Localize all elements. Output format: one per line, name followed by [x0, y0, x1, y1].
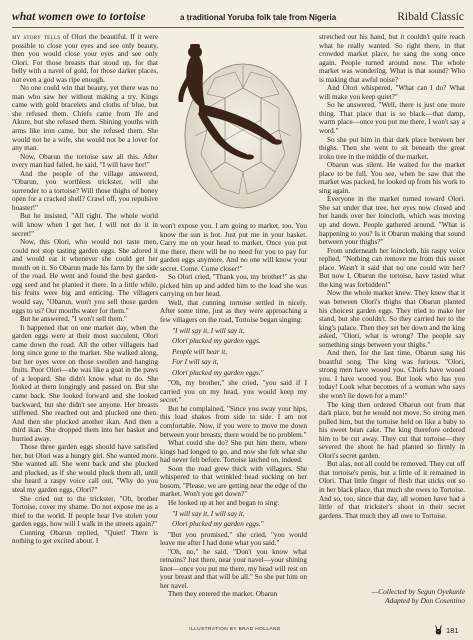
- paragraph-text: But he insisted, "All right. The whole world will know when I get her. I will not do it in secret!": [12, 212, 158, 238]
- paragraph-text: Well, that cunning tortoise settled in nicely. After some time, just as they were approaching a few villagers on the road, Tortoise began singing:: [160, 298, 307, 325]
- paragraph: [319, 349, 465, 400]
- paragraph: [12, 33, 158, 84]
- paragraph-text: Now the whole market knew. They knew that it was between Olori's thighs that Obarun planted his choicest garden eggs. They tried to make her stand, but she couldn't. So they carried her to the king's palace. Then they set her down and the king asked, "Olori, what is wrong? The people say something sings between your thighs.": [319, 289, 465, 349]
- verse-line: Olori plucked my garden eggs.: [172, 337, 261, 346]
- paragraph: [160, 299, 307, 325]
- paragraph: [12, 529, 158, 546]
- paragraph: [160, 273, 307, 299]
- paragraph-text: But he complained, "Since you sway your hips, this load shakes from side to side. I am not comfortable. Now, if you were to move me down between your breasts, there would be no problem.": [160, 404, 307, 439]
- paragraph: [12, 212, 158, 238]
- paragraph-text: Soon the road grew thick with villagers. She whispered to that wrinkled head sucking on her bosom, "Please, we are getting near the edge of the market. Won't you get down?": [160, 464, 307, 499]
- paragraph-text: He looked up at her and began to sing:: [168, 498, 279, 507]
- paragraph: [319, 161, 465, 195]
- paragraph: [160, 379, 307, 405]
- paragraph: [12, 324, 158, 444]
- paragraph: [160, 405, 307, 439]
- page-number: 181: [446, 626, 459, 635]
- verse-line: Olori plucked my garden eggs.": [172, 520, 264, 529]
- paragraph-text: stretched out his hand, but it couldn't quite reach what he really wanted. So right there, in that crowded market place, he sang the song once again. People turned around now. The whole market was wondering. What is that sound? Who is making that awful noise?: [319, 33, 465, 84]
- paragraph-text: "Oh, no," he said. "Don't you know what remains? Just there, near your navel—your shining knot—once you put me there, my head will rest on your breast and that will be all." So she put him on her navel.: [160, 547, 307, 590]
- paragraph: [319, 84, 465, 101]
- paragraph: [160, 465, 307, 499]
- paragraph-text: She cried out to the trickster, "Oh, brother Tortoise, cover my shame. Do not expose me as a thief to the world. If people hear I've stolen your garden eggs, how will I walk in the streets again?": [12, 494, 158, 529]
- paragraph-text: Everyone in the market turned toward Olori. She sat under that tree, her eyes now closed and her hands over her loincloth, which was moving up and down. People gathered around. "What is happening to you? Is it Obarun making that sound between your thighs?": [319, 195, 465, 247]
- paragraph-text: But alas, not all could be removed. They cut off that tortoise's penis, but a little of it remained in Olori. That little finger of flesh that sticks out so in her black place, that much she owes to Tortoise. And so, too, since that day, all women have had a little of that trickster's shoot in their secret gardens. That much they all owe to Tortoise.: [319, 460, 465, 520]
- paragraph: [12, 153, 158, 170]
- paragraph: [319, 401, 465, 461]
- paragraph: [12, 443, 158, 494]
- paragraph-text: Now, this Olori, who would not taste men, could not stop tasting garden eggs. She adored it and would eat it whenever she could get her mouth on it. So Obarun made his farm by the side of the road. He went and found the best garden-egg seed and he planted it there. In a little while, his fruits were big and enticing. The villagers would say, "Obarun, won't you sell those garden eggs to us? Our mouths water for them.": [12, 238, 158, 315]
- paragraph: [319, 136, 465, 162]
- paragraph: [160, 222, 307, 273]
- paragraph: [12, 495, 158, 529]
- paragraph: [319, 195, 465, 246]
- paragraph: [319, 247, 465, 290]
- paragraph-text: "But you promised," she cried, "you would leave me after I had done what you said.": [160, 530, 307, 548]
- paragraph-text: The king then ordered Obarun out from that dark place, but he would not move. So strong men pulled him, but the tortoise held on like a baby to his sweet bean cake. The king therefore ordered him to be cut away. They cut that tortoise—they severed the shoot he had planted so firmly in Olori's secret garden.: [319, 400, 465, 460]
- paragraph: [319, 33, 465, 84]
- rabbit-head-icon: [434, 625, 443, 635]
- story-lead-in: my story tells: [12, 33, 61, 41]
- paragraph: [160, 499, 307, 508]
- text-column-3: [319, 33, 465, 618]
- paragraph: [12, 170, 158, 213]
- collected-by: —Collected by Segun Oyekunle: [371, 587, 465, 596]
- paragraph-text: What could she do? She put him there, where kings had longed to go, and now she felt what she had never felt before. Tortoise latched on, indeed.: [160, 439, 307, 465]
- page-header: [12, 8, 464, 28]
- paragraph: [319, 101, 465, 135]
- paragraph: [12, 315, 158, 324]
- tortoise-woman-illustration: [165, 36, 305, 216]
- verse-line: "I will say it, I will say it,: [172, 509, 245, 518]
- verse-line: People will hear it,: [172, 347, 228, 356]
- paragraph: [160, 590, 307, 599]
- paragraph-text: And then, for the last time, Obarun sang his boastful song. The king was furious. "Olori, strong men have wooed you. Chiefs have wooed you. I have wooed you. But look who has you today! Look what becomes of a woman who says she won't lie down for a man!": [319, 349, 465, 400]
- verse-line: For I will say it,: [172, 358, 219, 367]
- paragraph: [160, 548, 307, 591]
- paragraph-text: of Olori the beautiful. If it were possible to close your eyes and see only beauty, then you would close your eyes and see only Olori. For those breasts that stood up, for that belly with a navel of gold, for those darker places, not even a god was ripe enough.: [12, 33, 158, 84]
- paragraph-text: And the people of the village answered, "Obarun, you worthless trickster, will she surrender to a tortoise? Will those thighs of honey open for a cracked shell? Crawl off, you repulsive boaster!": [12, 169, 158, 212]
- paragraph-text: "Oh, my brother," she cried, "you said if I carried you on my head, you would keep my secret.": [160, 379, 307, 405]
- paragraph-text: It happened that on one market day, when the garden eggs were at their most succulent, Olori came down the road. All the other villagers had long since gone to the market. She walked along, but her eyes were on those swollen and hanging fruits. Poor Olori—she was like a goat in the paws of a leopard. She didn't know what to do. She looked at them longingly and passed on. But she came back. She looked forward and she looked backward, but she didn't see anyone. Her breasts stiffened. She reached out and plucked one then. And then she plucked another ikan. And then a third ikan. She dropped them into her basket and hurried away.: [12, 323, 158, 443]
- paragraph-text: From underneath her loincloth, his raspy voice replied, "Nothing can remove me from this sweet place. Wasn't it said that no one could win her? But now I, Obarun the tortoise, have tasted what the king was forbidden!": [319, 246, 465, 289]
- story-subtitle: a traditional Yoruba folk tale from Nigeria: [180, 13, 337, 22]
- adapted-by: Adapted by Don Cosentino: [385, 596, 465, 605]
- text-column-2: [160, 222, 307, 618]
- verse-line: "I will say it, I will say it,: [172, 326, 245, 335]
- paragraph: [160, 531, 307, 548]
- story-credits: [319, 587, 465, 605]
- paragraph: [12, 84, 158, 152]
- text-column-1: [12, 33, 158, 618]
- paragraph-text: But he answered, "I won't sell them.": [20, 315, 127, 324]
- paragraph: [160, 439, 307, 465]
- story-title: what women owe to tortoise: [12, 11, 146, 23]
- paragraph-text: No one could win that beauty, yet there was no man who saw her without making a try. Kings came with gold bracelets and cloths of blue, but she refused them. Chiefs came from Ife and Akure, but she refused them. Shining youths with arms like iron came, but she refused them. She would not be a wife, she would not be a lover for any man.: [12, 84, 158, 153]
- paragraph-text: So he answered, "Well, there is just one more thing. That place that is so black—that damp, warm place—once you put me there, I won't say a word.": [319, 101, 465, 136]
- paragraph-text: Those three garden eggs should have satisfied her, but Olori was a hungry girl. She wanted more. She wanted all. She went back and she plucked and plucked, as if she would pluck them all, until she heard a raspy voice call out, "Why do you steal my garden eggs, Olori?": [12, 443, 158, 494]
- paragraph: [12, 238, 158, 315]
- paragraph-text: Obarun was silent. He waited for the market place to be full. You see, when he saw that the market was packed, he looked up from his work to sing again.: [319, 161, 465, 195]
- paragraph-text: So she put him in that dark place between her thighs. Then she went to sit beneath the great iroko tree in the middle of the market.: [319, 135, 465, 161]
- paragraph: [319, 289, 465, 349]
- paragraph-text: won't expose you. I am going to market, too. You know the sun is hot. Just put me in your basket. Carry me on your head to market. Once you put me there, there will be no need for you to pay for garden eggs anymore. And no one will know your secret. Come. Come closer!": [160, 222, 307, 273]
- paragraph-text: Now, Obarun the tortoise saw all this. After every man had failed, he said, "I will have her!": [12, 152, 158, 170]
- paragraph-text: Cunning Obarun replied, "Quiet! There is nothing to get excited about. I: [12, 528, 158, 546]
- paragraph: [319, 460, 465, 520]
- section-name: Ribald Classic: [397, 11, 464, 23]
- paragraph-text: So Olori cried, "Thank you, my brother!" as she picked him up and added him to the load she was carrying on her head.: [160, 273, 307, 299]
- paragraph-text: Then they entered the market. Obarun: [168, 590, 278, 599]
- illustration-credit: ILLUSTRATION BY BRAD HOLLAND: [189, 627, 281, 632]
- paragraph-text: And Olori whispered, "What can I do? What will make you keep quiet?": [319, 84, 465, 101]
- verse-line: Olori plucked my garden eggs.": [172, 368, 264, 377]
